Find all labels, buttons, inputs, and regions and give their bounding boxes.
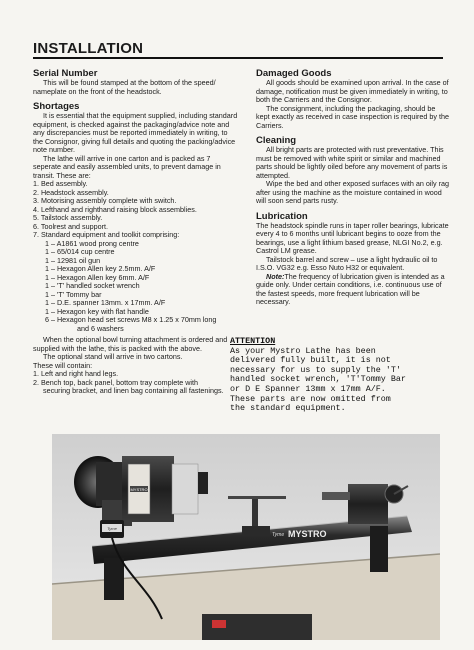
lubrication-note bbox=[256, 273, 449, 307]
shortages-para-4: The optional stand will arrive in two cartons. bbox=[43, 352, 183, 361]
attention-line: These parts are now omitted from bbox=[230, 393, 391, 404]
list-item: 2. Bench top, back panel, bottom tray complete with bbox=[33, 377, 199, 387]
attention-title: ATTENTION bbox=[230, 336, 276, 346]
toolrest-post bbox=[252, 499, 258, 529]
lubrication-heading: Lubrication bbox=[256, 210, 308, 222]
right-raising-block bbox=[370, 526, 388, 572]
cleaning-heading: Cleaning bbox=[256, 135, 297, 146]
list-item: 6. Toolrest and support. bbox=[33, 221, 108, 231]
toolkit-list bbox=[33, 240, 238, 334]
damaged-heading: Damaged Goods bbox=[256, 68, 332, 79]
shortages-para-4b: These will contain: bbox=[33, 360, 93, 370]
stand-list bbox=[33, 370, 238, 396]
spindle-nose bbox=[198, 472, 208, 494]
damaged-text: All goods should be examined upon arrival. In the case of damage, notification must be given immediately in writing, to both the Carriers and the Consignor. bbox=[256, 78, 449, 104]
bed-brand: MYSTRO bbox=[288, 529, 327, 539]
list-item: 4. Lefthand and righthand raising block assemblies. bbox=[33, 204, 197, 214]
shortages-para-2: The lathe will arrive in one carton and is packed as 7 seperate and easily assembled units, to prevent damage in transit. These are: bbox=[33, 153, 221, 180]
damaged-text-2: The consignment, including the packaging, should be kept exactly as received in case inspection is required by the Carriers. bbox=[256, 103, 449, 130]
cleaning-para-1: All bright parts are protected with rust preventative. This must be removed with white spirit or similar and machined parts should be lightly oiled before any movement of parts is attempted. bbox=[256, 145, 448, 180]
list-item: 1. Bed assembly. bbox=[33, 179, 88, 188]
list-item: 6 – Hexagon head set screws M8 x 1.25 x 70mm long bbox=[45, 315, 217, 324]
list-item-continuation: securing bracket, and linen bag containing all fastenings. bbox=[43, 386, 224, 395]
list-item: 1 – 'T' handled socket wrench bbox=[45, 281, 140, 290]
serial-heading: Serial Number bbox=[33, 68, 98, 79]
shortages-para-3: When the optional bowl turning attachment is ordered and supplied with the lathe, this is packed with the above. bbox=[33, 335, 228, 353]
tailstock bbox=[348, 484, 388, 524]
note-label: Note: bbox=[266, 271, 285, 281]
title-rule bbox=[33, 57, 443, 59]
list-item: 7. Standard equipment and toolkit comprising: bbox=[33, 230, 180, 239]
attention-line: necessary for us to supply the 'T' bbox=[230, 364, 401, 375]
list-item: 2. Headstock assembly. bbox=[33, 187, 109, 197]
list-item: 1 – D.E. spanner 13mm. x 17mm. A/F bbox=[45, 298, 166, 307]
nameplate-brand: MYSTRO bbox=[130, 487, 148, 492]
list-item: 1 – 65/014 cup centre bbox=[45, 247, 115, 256]
lubrication-para-2: Tailstock barrel and screw – use a light hydraulic oil to I.S.O. VG32 e.g. Esso Nuto H32 or equivalent. bbox=[256, 254, 438, 272]
serial-text: This will be found stamped at the bottom of the speed/ nameplate on the front of the headstock. bbox=[33, 78, 216, 96]
list-item: 1 – Hexagon key with flat handle bbox=[45, 306, 149, 316]
toolrest-base bbox=[242, 526, 270, 536]
list-item: 1 – A1861 wood prong centre bbox=[45, 238, 139, 248]
note-text: The frequency of lubrication given is intended as a guide only. Under certain conditions, i.e. continuous use of the fastest speeds, more frequent lubrication will be necessary. bbox=[256, 271, 445, 306]
tailstock-barrel bbox=[322, 492, 350, 500]
list-item: 1. Left and right hand legs. bbox=[33, 369, 119, 378]
attention-line: the standard equipment. bbox=[230, 403, 346, 414]
attention-line: delivered fully built, it is not bbox=[230, 355, 391, 366]
cleaning-para-2: Wipe the bed and other exposed surfaces with an oily rag after using the machine as the moisture contained in wood will soon send parts rusty. bbox=[256, 179, 449, 205]
lathe-photo bbox=[52, 434, 440, 640]
list-item: 1 – Hexagon Allen key 6mm. A/F bbox=[45, 272, 150, 282]
bed-logo: Tyme bbox=[272, 532, 285, 538]
list-item: 1 – Hexagon Allen key 2.5mm. A/F bbox=[45, 264, 156, 273]
lubrication-para-1: The headstock spindle runs in taper roller bearings, lubricate every 4 to 6 months until lubricant begins to ooze from the bearings, use a light lithium based grease, NLGI No.2, e.g. Castrol LM grease. bbox=[256, 220, 449, 255]
shortages-para-1: It is essential that the equipment supplied, including standard equipment, is checked against the packaging/advice note and any discrepancies must be reported immediately in writing, to the Consignor, giving full details and quoting the packing/advice note number. bbox=[33, 111, 238, 154]
list-item-continuation: and 6 washers bbox=[77, 323, 124, 333]
attention-line: handled socket wrench, 'T'Tommy Bar bbox=[230, 374, 406, 385]
switch-label-text: Tyme bbox=[107, 526, 117, 531]
list-item: 5. Tailstock assembly. bbox=[33, 213, 103, 222]
pulley-cover bbox=[172, 464, 198, 514]
page-title: INSTALLATION bbox=[33, 40, 144, 57]
toolrest-bar bbox=[228, 496, 286, 499]
list-item: 1 – 12981 oil gun bbox=[45, 255, 101, 265]
attention-line: As your Mystro Lathe has been bbox=[230, 345, 376, 356]
attention-notice bbox=[230, 337, 447, 414]
left-raising-block bbox=[104, 558, 124, 600]
right-column bbox=[256, 68, 449, 307]
stand-label bbox=[212, 620, 226, 628]
attention-line: or D E Spanner 13mm x 17mm A/F. bbox=[230, 383, 386, 394]
list-item: 1 – 'T' Tommy bar bbox=[45, 289, 102, 299]
list-item: 3. Motorising assembly complete with switch. bbox=[33, 196, 177, 205]
left-column bbox=[33, 68, 238, 396]
shortages-heading: Shortages bbox=[33, 101, 80, 112]
units-list bbox=[33, 180, 238, 240]
